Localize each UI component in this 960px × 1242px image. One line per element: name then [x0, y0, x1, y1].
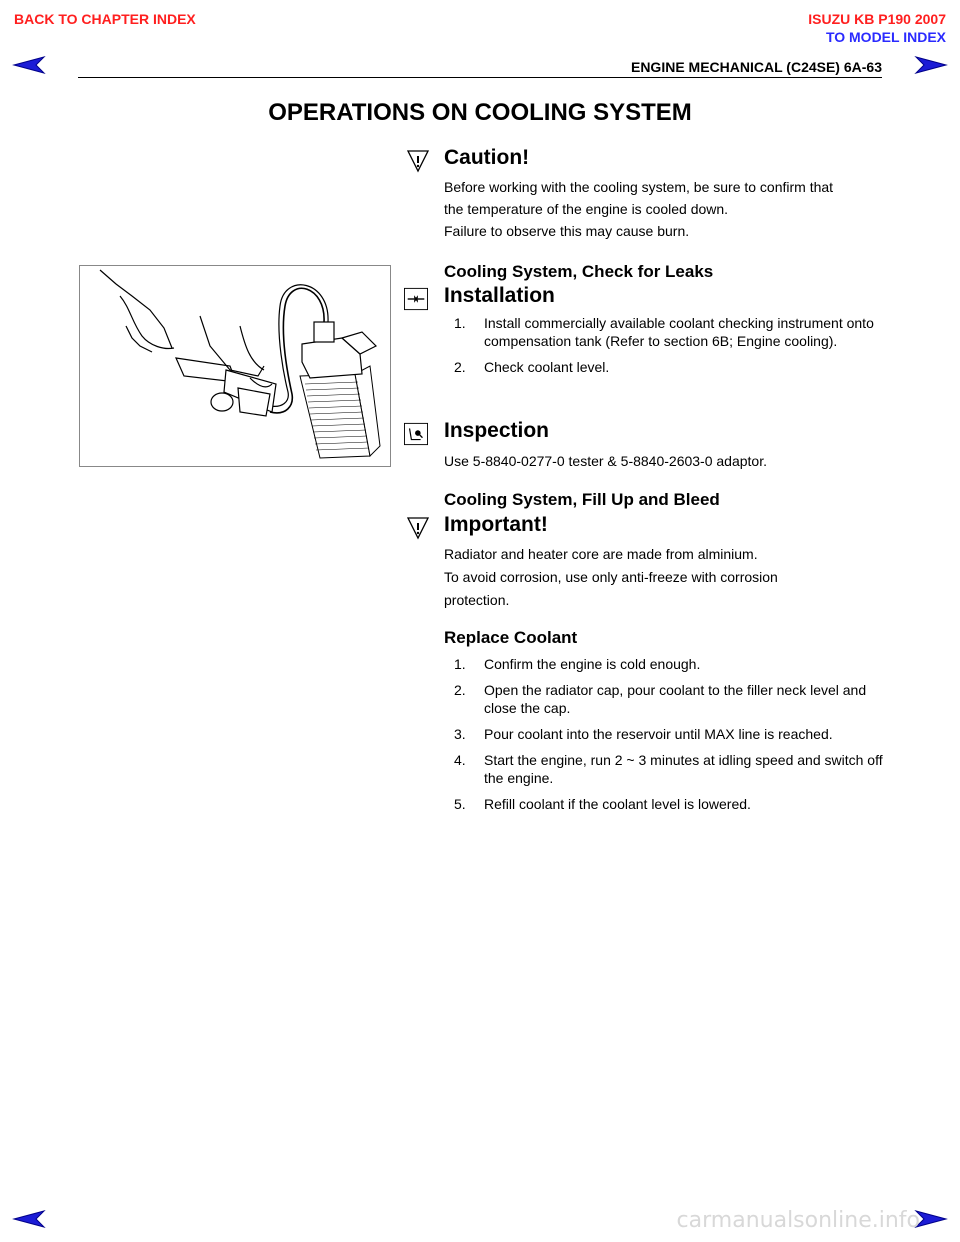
step-number: 2. — [454, 359, 466, 375]
installation-steps — [444, 314, 884, 384]
caution-line: Failure to observe this may cause burn. — [444, 223, 690, 239]
step-text: Refill coolant if the coolant level is lowered. — [484, 796, 751, 812]
step-text: Start the engine, run 2 ~ 3 minutes at idling speed and switch off the engine. — [484, 752, 883, 786]
important-line: protection. — [444, 592, 510, 608]
fill-heading: Cooling System, Fill Up and Bleed — [444, 490, 720, 509]
list-item — [444, 795, 884, 813]
replace-coolant-steps — [444, 655, 884, 821]
inspection-heading: Inspection — [444, 419, 550, 442]
important-text — [444, 543, 778, 612]
step-number: 2. — [454, 682, 466, 698]
important-warning-icon — [407, 516, 429, 545]
step-text: Pour coolant into the reservoir until MAX line is reached. — [484, 726, 833, 742]
step-text: Install commercially available coolant checking instrument onto compensation tank (Refer to section 6B; Engine cooling). — [484, 315, 874, 349]
step-number: 4. — [454, 752, 466, 768]
caution-line: Before working with the cooling system, be sure to confirm that — [444, 179, 834, 195]
installation-icon — [404, 287, 428, 316]
installation-heading: Installation — [444, 284, 555, 307]
step-text: Confirm the engine is cold enough. — [484, 656, 701, 672]
list-item — [444, 314, 884, 350]
replace-coolant-heading: Replace Coolant — [444, 628, 578, 647]
step-text: Check coolant level. — [484, 359, 610, 375]
back-to-chapter-index-link[interactable]: BACK TO CHAPTER INDEX — [14, 11, 196, 27]
list-item — [444, 358, 884, 376]
leaks-heading: Cooling System, Check for Leaks — [444, 262, 714, 281]
model-title: ISUZU KB P190 2007 — [808, 11, 946, 27]
important-heading: Important! — [444, 513, 548, 536]
list-item — [444, 681, 884, 717]
next-page-arrow-icon[interactable] — [914, 56, 948, 79]
inspection-icon — [404, 422, 428, 451]
important-line: Radiator and heater core are made from alminium. — [444, 546, 758, 562]
caution-text — [444, 176, 833, 242]
step-text: Open the radiator cap, pour coolant to the filler neck level and close the cap. — [484, 682, 867, 716]
step-number: 1. — [454, 656, 466, 672]
caution-warning-icon — [407, 149, 429, 178]
important-line: To avoid corrosion, use only anti-freeze with corrosion — [444, 569, 778, 585]
section-header: ENGINE MECHANICAL (C24SE) 6A-63 — [630, 59, 882, 75]
list-item — [444, 751, 884, 787]
caution-line: the temperature of the engine is cooled down. — [444, 201, 729, 217]
caution-heading: Caution! — [444, 146, 530, 169]
list-item — [444, 655, 884, 673]
previous-page-arrow-icon[interactable] — [12, 1210, 46, 1233]
step-number: 3. — [454, 726, 466, 742]
list-item — [444, 725, 884, 743]
step-number: 5. — [454, 796, 466, 812]
previous-page-arrow-icon[interactable] — [12, 56, 46, 79]
page-title: OPERATIONS ON COOLING SYSTEM — [268, 99, 692, 126]
coolant-tester-illustration — [79, 265, 391, 467]
watermark: carmanualsonline.info — [676, 1208, 920, 1233]
step-number: 1. — [454, 315, 466, 331]
inspection-text: Use 5-8840-0277-0 tester & 5-8840-2603-0 adaptor. — [444, 453, 767, 469]
header-rule — [78, 77, 882, 78]
to-model-index-link[interactable]: TO MODEL INDEX — [825, 29, 946, 45]
